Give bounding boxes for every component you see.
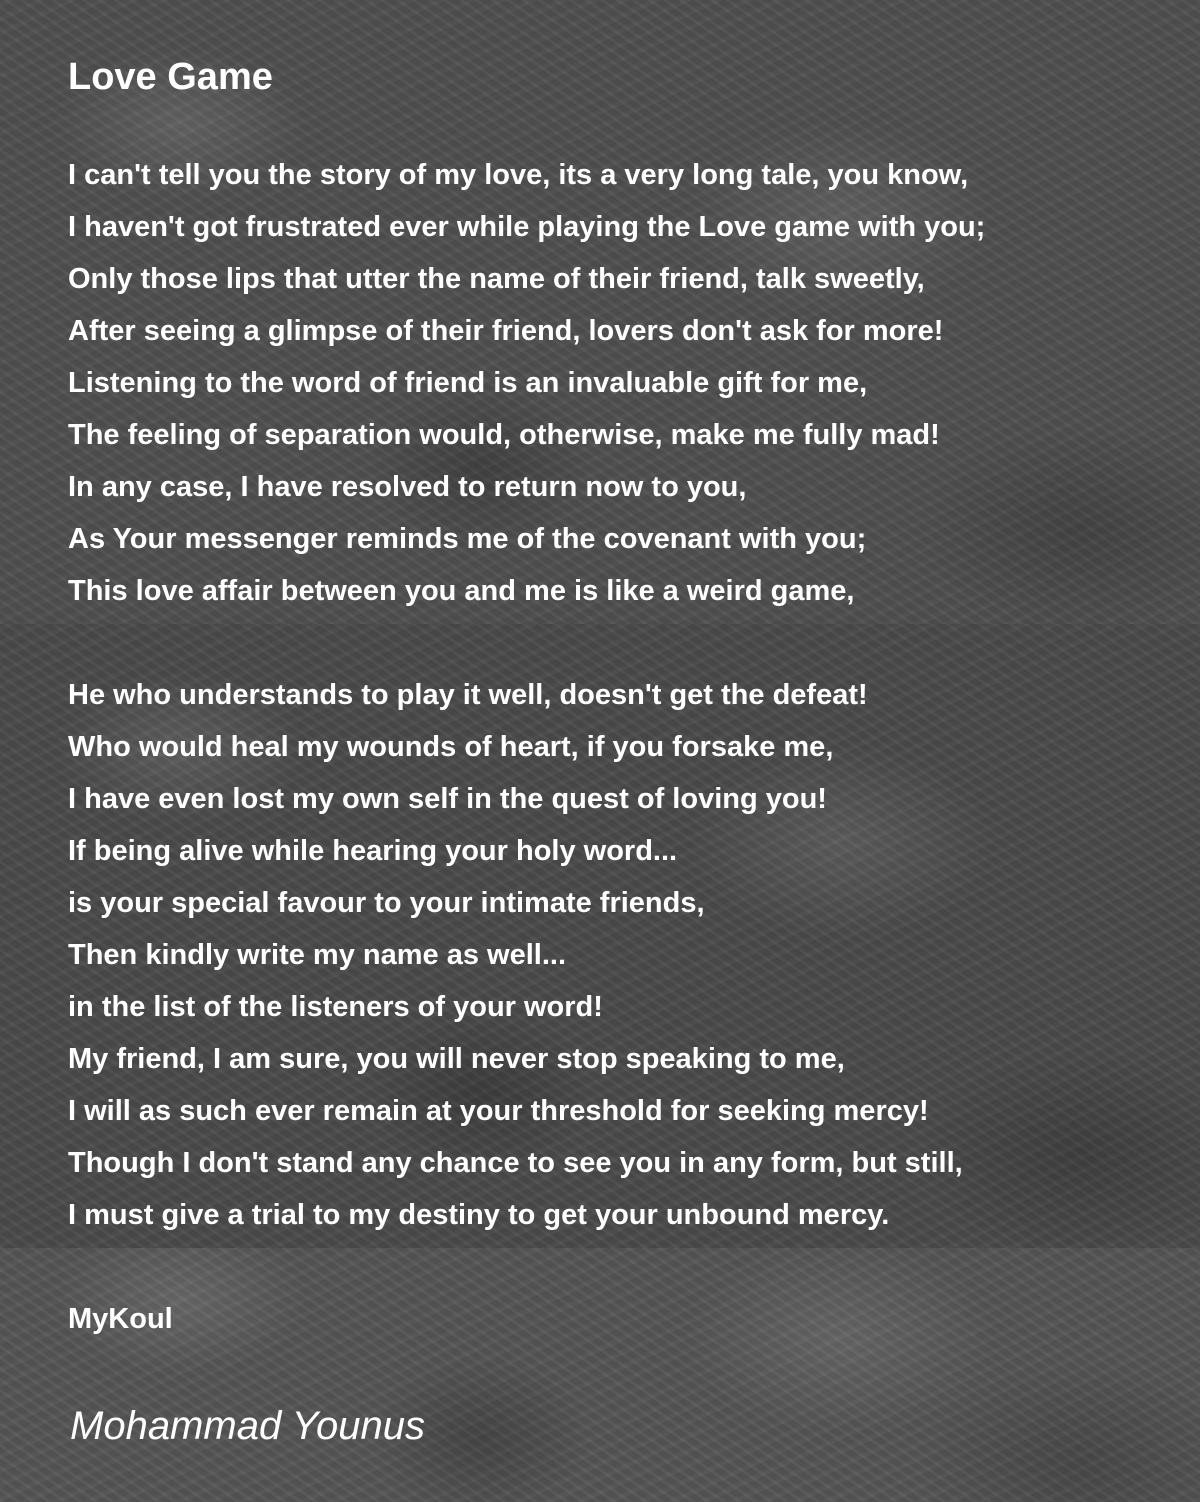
poem-source: MyKoul (68, 1303, 173, 1335)
poem-line: I must give a trial to my destiny to get your unbound mercy. (68, 1199, 890, 1231)
poem-line: Though I don't stand any chance to see you in any form, but still, (68, 1147, 963, 1179)
poem-line: My friend, I am sure, you will never stop speaking to me, (68, 1043, 845, 1075)
poem-line: If being alive while hearing your holy word... (68, 835, 678, 867)
poem-line: in the list of the listeners of your word! (68, 991, 603, 1023)
poem-title: Love Game (68, 56, 273, 98)
poem-line: Listening to the word of friend is an invaluable gift for me, (68, 367, 868, 399)
poem-author: Mohammad Younus (70, 1404, 426, 1448)
poem-line: Who would heal my wounds of heart, if you forsake me, (68, 731, 834, 763)
poem-line: I can't tell you the story of my love, its a very long tale, you know, (68, 159, 969, 191)
poem-line: I haven't got frustrated ever while playing the Love game with you; (68, 211, 986, 243)
poem-line: He who understands to play it well, doesn't get the defeat! (68, 679, 868, 711)
poem-line: I will as such ever remain at your threshold for seeking mercy! (68, 1095, 929, 1127)
poem-line: I have even lost my own self in the quest of loving you! (68, 783, 827, 815)
poem-line: The feeling of separation would, otherwise, make me fully mad! (68, 419, 940, 451)
poem-line: As Your messenger reminds me of the covenant with you; (68, 523, 867, 555)
poem-line: is your special favour to your intimate friends, (68, 887, 705, 919)
poem-line: Only those lips that utter the name of their friend, talk sweetly, (68, 263, 925, 295)
background-texture-bottom (0, 1248, 1200, 1502)
poem-line: Then kindly write my name as well... (68, 939, 566, 971)
poem-line: After seeing a glimpse of their friend, lovers don't ask for more! (68, 315, 944, 347)
poem-line: In any case, I have resolved to return now to you, (68, 471, 747, 503)
poem-line: This love affair between you and me is like a weird game, (68, 575, 855, 607)
